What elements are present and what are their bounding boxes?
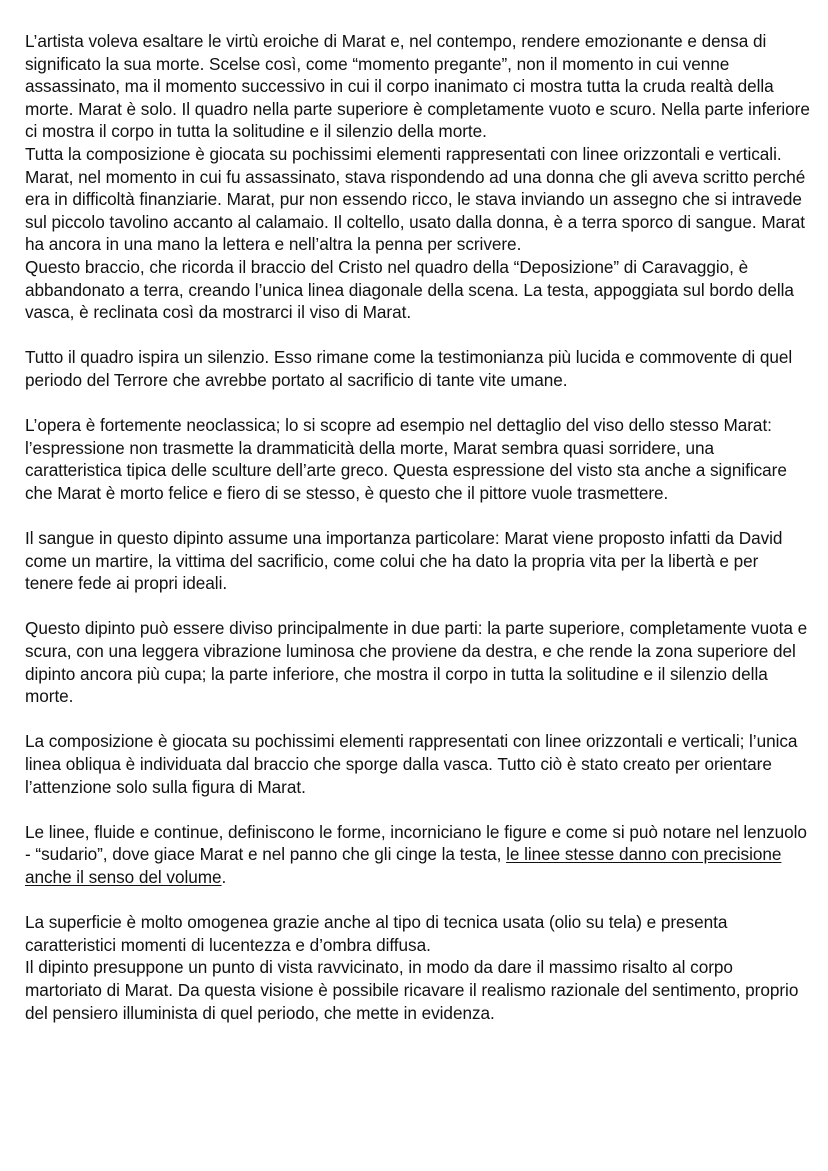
- paragraph-neoclassica: L’opera è fortemente neoclassica; lo si scopre ad esempio nel dettaglio del viso dello stesso Marat: l’espressione non trasmette la drammaticità della morte, Marat sembra quasi sorridere, una caratteristica tipica delle sculture dell’arte greco. Questa espressione del visto sta anche a significare che Marat è morto felice e fiero di se stesso, è questo che il pittore vuole trasmettere.: [25, 415, 787, 503]
- paragraph-superficie: La superficie è molto omogenea grazie anche al tipo di tecnica usata (olio su tela) e presenta caratteristici momenti di lucentezza e d’ombra diffusa.: [25, 912, 728, 955]
- paragraph-intro-momento-pregante: L’artista voleva esaltare le virtù eroiche di Marat e, nel contempo, rendere emozionante e densa di significato la sua morte. Scelse così, come “momento pregante”, non il momento in cui venne assassinato, ma il momento successivo in cui il corpo inanimato ci mostra tutta la cruda realtà della morte. Marat è solo. Il quadro nella parte superiore è completamente vuoto e scuro. Nella parte inferiore ci mostra il corpo in tutta la solitudine e il silenzio della morte.: [25, 31, 810, 142]
- paragraph-spacer: [25, 889, 810, 912]
- document-body: [25, 30, 810, 1024]
- paragraph-sangue: Il sangue in questo dipinto assume una importanza particolare: Marat viene proposto infatti da David come un martire, la vittima del sacrificio, come colui che ha dato la propria vita per la libertà e per tenere fede ai propri ideali.: [25, 528, 783, 594]
- paragraph-spacer: [25, 708, 810, 731]
- paragraph-due-parti: Questo dipinto può essere diviso principalmente in due parti: la parte superiore, completamente vuota e scura, con una leggera vibrazione luminosa che proviene da destra, e che rende la zona superiore del dipinto ancora più cupa; la parte inferiore, che mostra il corpo in tutta la solitudine e il silenzio della morte.: [25, 618, 808, 707]
- paragraph-spacer: [25, 595, 810, 618]
- paragraph-spacer: [25, 798, 810, 821]
- paragraph-spacer: [25, 324, 810, 347]
- paragraph-punto-di-vista: Il dipinto presuppone un punto di vista ravvicinato, in modo da dare il massimo risalto al corpo martoriato di Marat. Da questa visione è possibile ricavare il realismo razionale del sentimento, proprio del pensiero illuminista di quel periodo, che mette in evidenza.: [25, 957, 799, 1023]
- paragraph-linee-volume: [25, 821, 810, 889]
- paragraph-spacer: [25, 504, 810, 527]
- underlined-phrase: le linee stesse danno con precisione anche il senso del volume: [25, 844, 782, 887]
- paragraph-silenzio: Tutto il quadro ispira un silenzio. Esso rimane come la testimonianza più lucida e commovente di quel periodo del Terrore che avrebbe portato al sacrificio di tante vite umane.: [25, 347, 793, 390]
- paragraph-spacer: [25, 392, 810, 415]
- linee-text: Le linee, fluide e continue, definiscono le forme, incorniciano le figure e come si può notare nel lenzuolo - “sudario”, dove giace Marat e nel panno che gli cinge la testa,: [25, 821, 807, 865]
- paragraph-linea-obliqua: La composizione è giocata su pochissimi elementi rappresentati con linee orizzontali e verticali; l’unica linea obliqua è individuata dal braccio che sporge dalla vasca. Tutto ciò è stato creato per orientare l’attenzione solo sulla figura di Marat.: [25, 731, 798, 797]
- linee-tail: .: [221, 866, 227, 887]
- paragraph-braccio-caravaggio: Questo braccio, che ricorda il braccio del Cristo nel quadro della “Deposizione” di Caravaggio, è abbandonato a terra, creando l’unica linea diagonale della scena. La testa, appoggiata sul bordo della vasca, è reclinata così da mostrarci il viso di Marat.: [25, 256, 794, 323]
- paragraph-composizione-lettera: Tutta la composizione è giocata su pochissimi elementi rappresentati con linee orizzontali e verticali. Marat, nel momento in cui fu assassinato, stava rispondendo ad una donna che gli aveva scritto perché era in difficoltà finanziarie. Marat, pur non essendo ricco, le stava inviando un assegno che si intravede sul piccolo tavolino accanto al calamaio. Il coltello, usato dalla donna, è a terra sporco di sangue. Marat ha ancora in una mano la lettera e nell’altra la penna per scrivere.: [25, 143, 806, 255]
